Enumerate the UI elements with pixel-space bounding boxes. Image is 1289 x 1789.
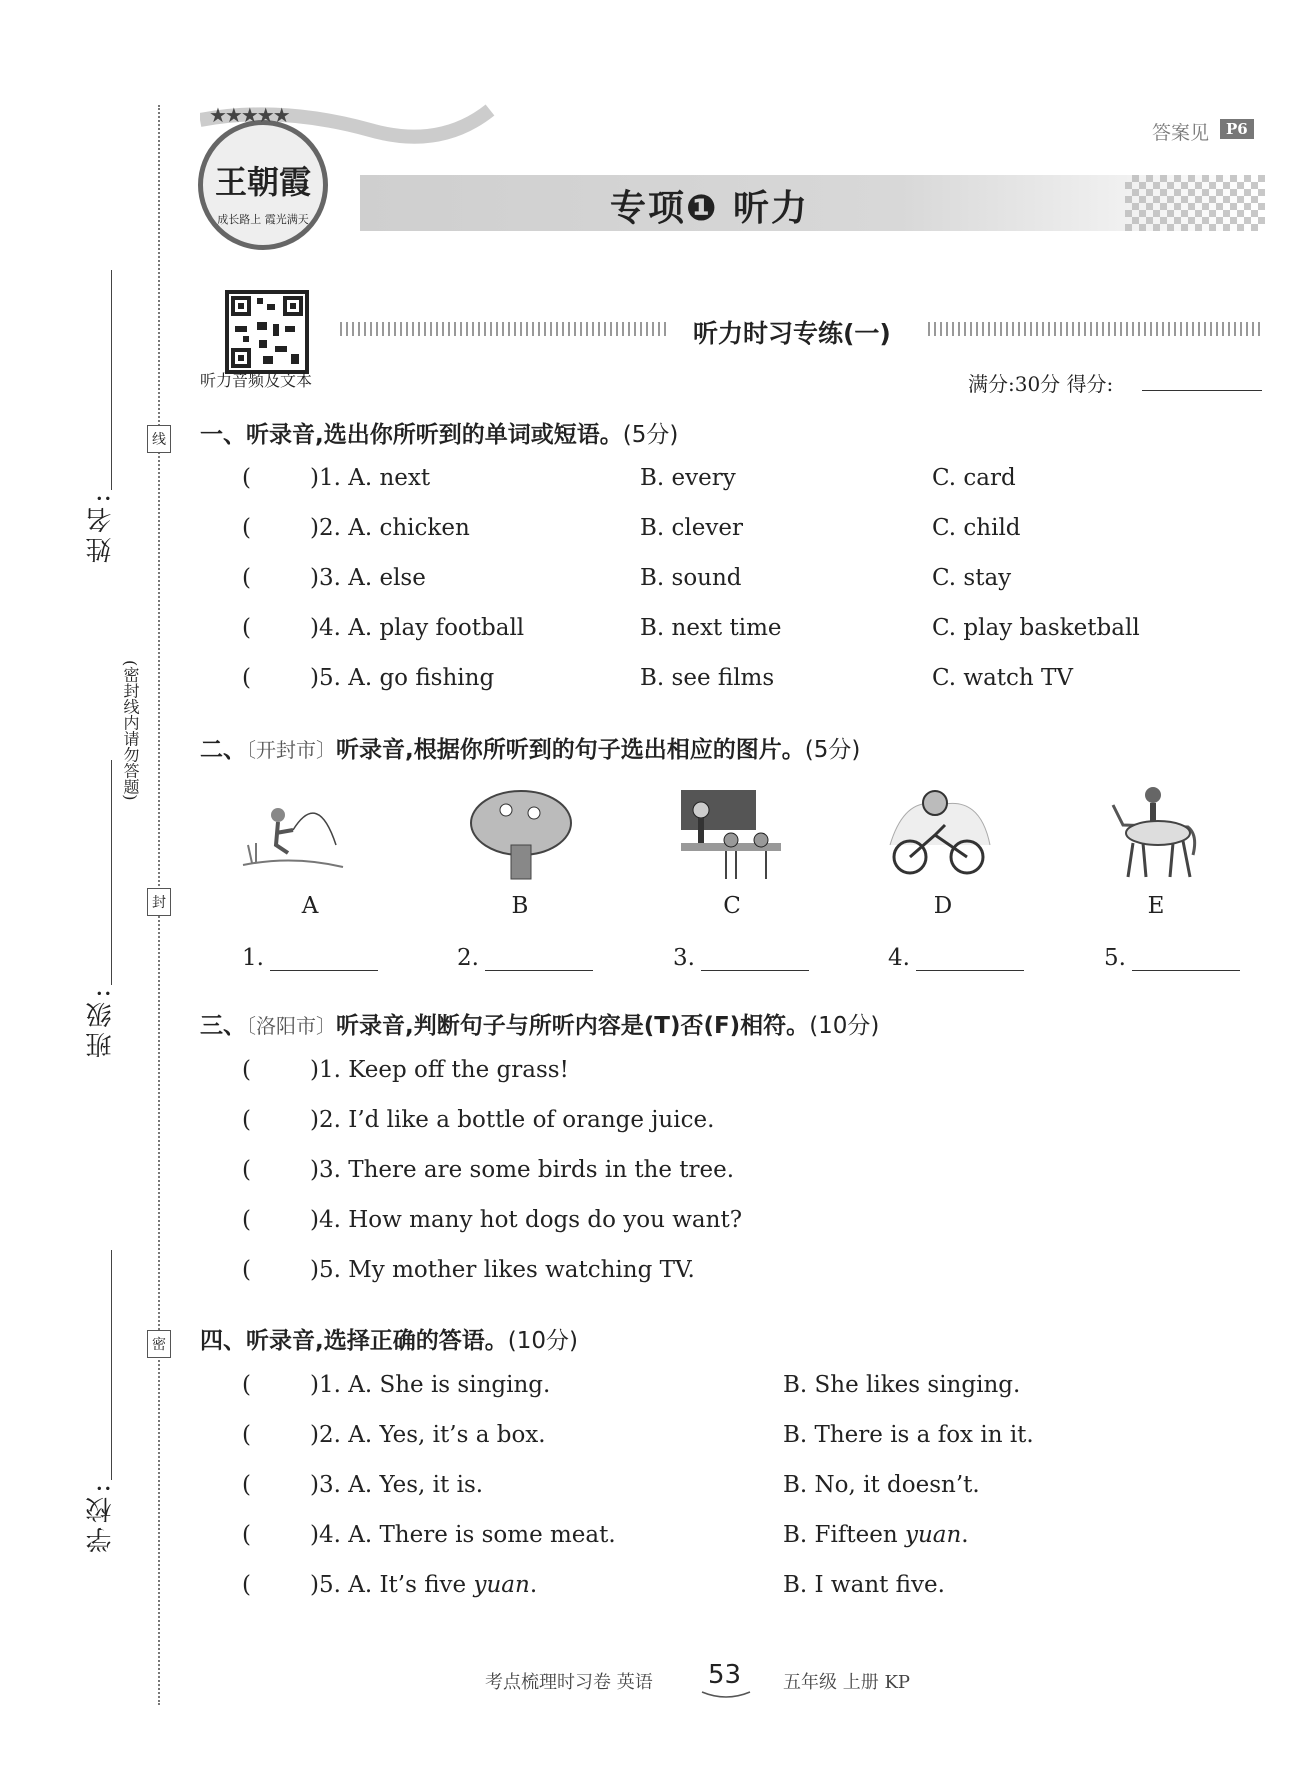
blank-number: 5. [1104,945,1126,971]
qr-caption: 听力音频及文本 [200,371,313,390]
q3-option-c: C. stay [932,565,1012,591]
answer-paren[interactable]: ( [242,465,251,491]
answer-paren[interactable]: ( [242,565,251,591]
s4-q3-option-b: B. No, it doesn’t. [783,1472,980,1498]
seal-box-seal: 封 [147,888,171,916]
s3-item-3: )3. There are some birds in the tree. [310,1157,735,1183]
section-2-title: 听录音,根据你所听到的句子选出相应的图片。 [336,737,805,763]
answer-blank-4[interactable] [888,945,1024,971]
section-3-title: 听录音,判断句子与所听内容是(T)否(F)相符。 [336,1013,810,1039]
school-label: 学校: [86,1480,116,1553]
answer-paren[interactable]: ( [242,1422,251,1448]
s4-q1-option-a: )1. A. She is singing. [310,1372,551,1398]
q2-option-b: B. clever [640,515,743,541]
q1-option-a: )1. A. next [310,465,431,491]
subtitle-hatch-left [340,322,670,336]
option-italic-word: yuan [473,1572,530,1598]
blank-number: 4. [888,945,910,971]
answer-paren[interactable]: ( [242,1522,251,1548]
section-2-prefix: 二、 [200,737,246,763]
q1-option-b: B. every [640,465,736,491]
answer-paren[interactable]: ( [242,1207,251,1233]
answer-paren[interactable]: ( [242,515,251,541]
banner-checker-pattern [1125,175,1265,231]
s4-q1-option-b: B. She likes singing. [783,1372,1021,1398]
s4-q4-option-b [783,1522,969,1548]
blank-number: 3. [673,945,695,971]
section-2-region-tag: 〔开封市〕 [246,738,336,762]
answer-blank-2[interactable] [457,945,593,971]
s4-q2-option-a: )2. A. Yes, it’s a box. [310,1422,546,1448]
q1-option-c: C. card [932,465,1016,491]
answer-ref-label: 答案见 [1152,122,1210,144]
section-3-prefix: 三、 [200,1013,246,1039]
page-title: 专项❶ 听力 [610,188,810,229]
qr-code-icon [225,290,309,374]
logo-slogan: 成长路上 霞光满天 [217,213,309,226]
horse-riding-picture [1098,785,1208,881]
seal-box-secret: 密 [147,1330,171,1358]
section-2-points: (5分) [804,737,861,763]
cycling-picture [885,785,995,881]
answer-blank-5[interactable] [1104,945,1240,971]
answer-paren[interactable]: ( [242,1057,251,1083]
picture-label-e: E [1147,893,1165,919]
answer-paren[interactable]: ( [242,1107,251,1133]
classroom-picture [676,785,786,881]
answer-paren[interactable]: ( [242,1257,251,1283]
logo-stars-icon: ★★★★★ [209,103,289,127]
option-punct: . [529,1572,538,1598]
footer-left: 考点梳理时习卷 英语 [485,1672,653,1693]
name-label: 姓名: [86,490,116,563]
answer-page-badge: P6 [1220,119,1254,139]
s4-q3-option-a: )3. A. Yes, it is. [310,1472,484,1498]
s4-q5-option-a [310,1572,537,1598]
logo-text: 王朝霞 [214,163,311,201]
picture-label-b: B [511,893,529,919]
q3-option-b: B. sound [640,565,742,591]
brand-logo [198,103,328,250]
blank-number: 2. [457,945,479,971]
q4-option-b: B. next time [640,615,782,641]
subtitle: 听力时习专练(一) [693,319,891,348]
section-4-points: (10分) [507,1328,578,1354]
section-3-region-tag: 〔洛阳市〕 [246,1014,336,1038]
q5-option-a: )5. A. go fishing [310,665,495,691]
picture-label-c: C [723,893,741,919]
option-italic-word: yuan [904,1522,962,1548]
q2-option-c: C. child [932,515,1021,541]
s3-item-2: )2. I’d like a bottle of orange juice. [310,1107,715,1133]
school-line [111,1250,112,1480]
page-number-book-icon [700,1690,752,1702]
seal-note: (密封线内请勿答题) [121,660,140,801]
fishing-picture [238,785,348,881]
s4-q4-option-a: )4. A. There is some meat. [310,1522,616,1548]
section-1-title: 一、听录音,选出你所听到的单词或短语。 [200,422,623,448]
answer-blank-1[interactable] [242,945,378,971]
s3-item-4: )4. How many hot dogs do you want? [310,1207,743,1233]
picture-label-a: A [301,893,319,919]
section-2-heading [200,731,860,764]
s3-item-5: )5. My mother likes watching TV. [310,1257,695,1283]
seal-box-line: 线 [147,425,171,453]
answer-paren[interactable]: ( [242,1572,251,1598]
section-4-heading [200,1322,578,1355]
subtitle-hatch-right [928,322,1260,336]
s3-item-1: )1. Keep off the grass! [310,1057,569,1083]
answer-paren[interactable]: ( [242,615,251,641]
class-label: 班级: [86,985,116,1058]
q5-option-b: B. see films [640,665,775,691]
s4-q5-option-b: B. I want five. [783,1572,945,1598]
section-3-points: (10分) [809,1013,880,1039]
section-4-title: 四、听录音,选择正确的答语。 [200,1328,508,1354]
footer-right: 五年级 上册 KP [783,1672,911,1693]
q3-option-a: )3. A. else [310,565,426,591]
q2-option-a: )2. A. chicken [310,515,470,541]
option-text: B. Fifteen [783,1522,905,1548]
q5-option-c: C. watch TV [932,665,1073,691]
section-1-heading [200,416,678,449]
answer-paren[interactable]: ( [242,1472,251,1498]
score-blank[interactable] [1142,390,1262,391]
blank-number: 1. [242,945,264,971]
option-text: )5. A. It’s five [310,1572,474,1598]
section-1-points: (5分) [622,422,679,448]
name-line [111,270,112,490]
q4-option-a: )4. A. play football [310,615,525,641]
score-label: 满分:30分 得分: [968,372,1114,396]
answer-paren[interactable]: ( [242,1157,251,1183]
answer-paren[interactable]: ( [242,1372,251,1398]
picture-label-d: D [933,893,953,919]
class-line [111,760,112,985]
answer-blank-3[interactable] [673,945,809,971]
tree-birds-picture [466,785,576,881]
page-number: 53 [708,1660,742,1690]
section-3-heading [200,1007,879,1040]
answer-paren[interactable]: ( [242,665,251,691]
q4-option-c: C. play basketball [932,615,1140,641]
s4-q2-option-b: B. There is a fox in it. [783,1422,1034,1448]
option-punct: . [961,1522,969,1548]
